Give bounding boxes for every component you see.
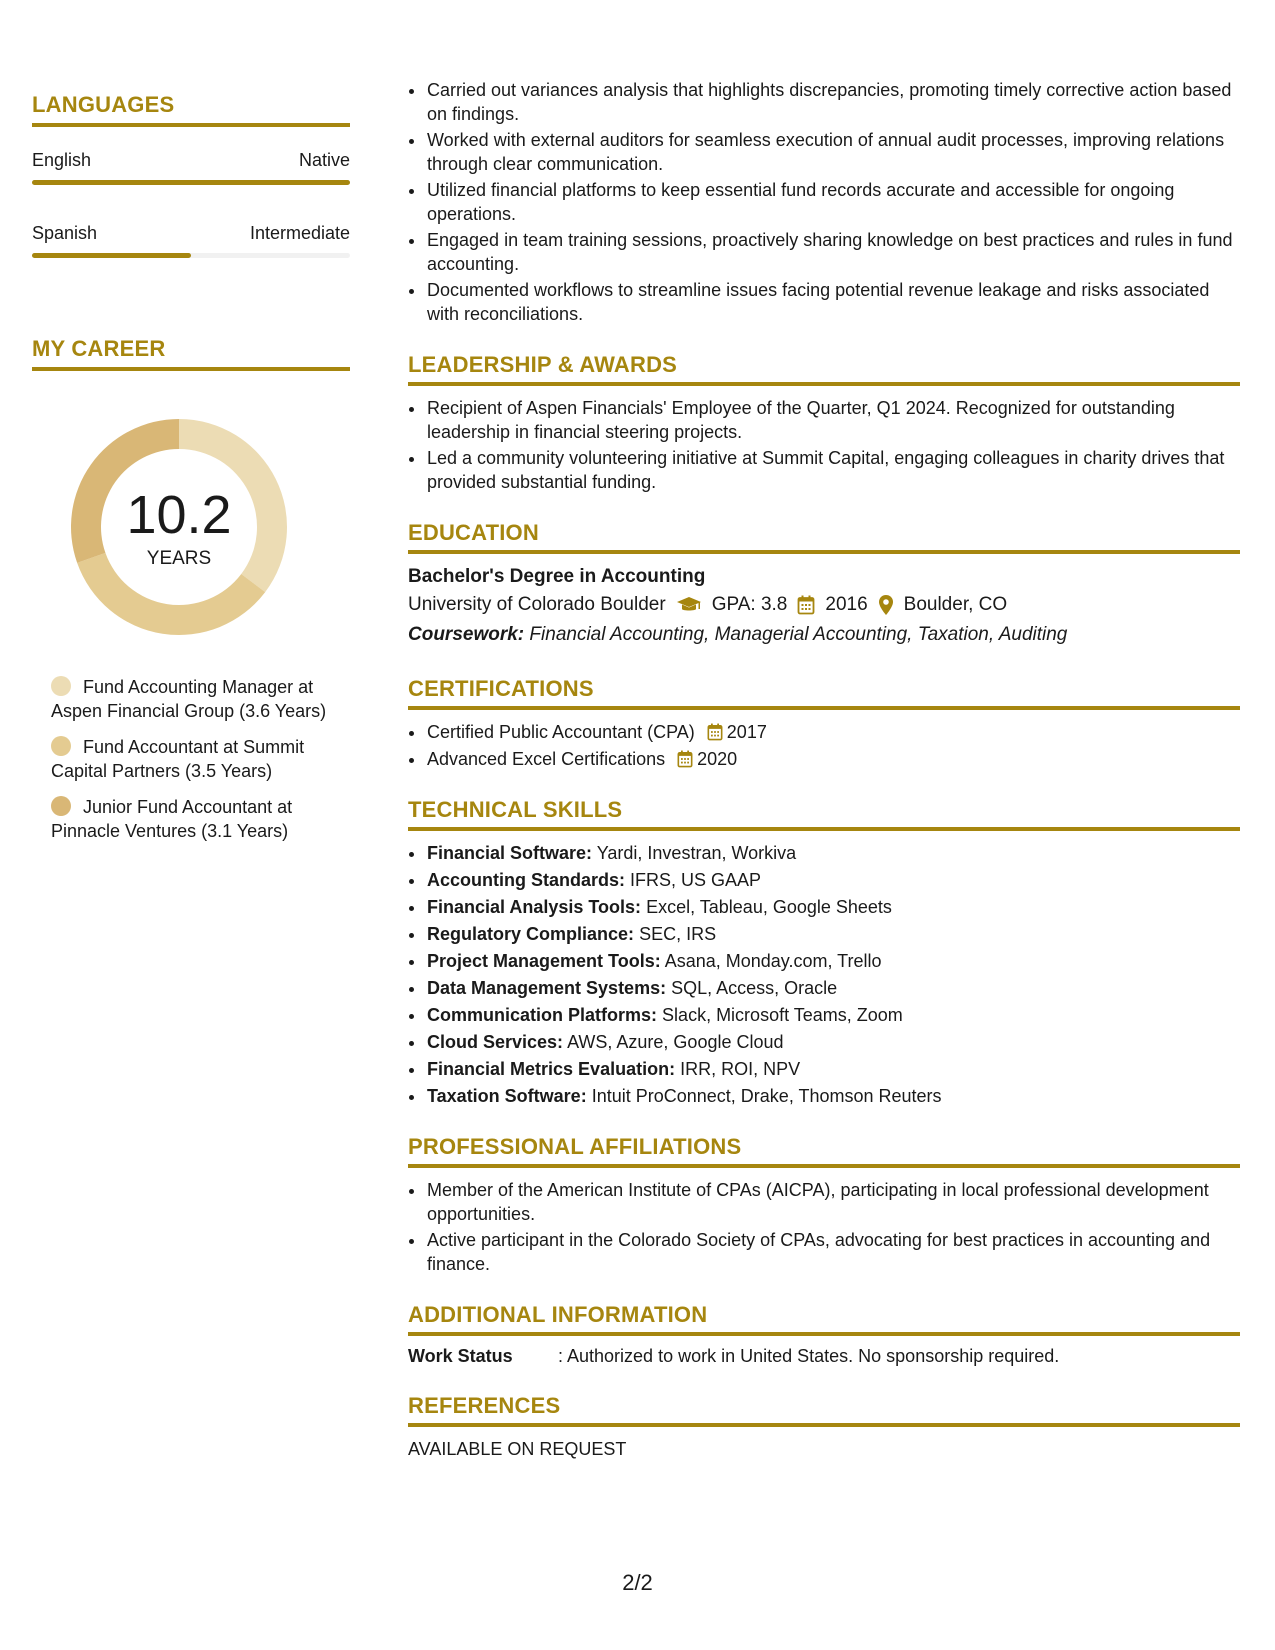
skill-category: Financial Software: [427, 843, 593, 863]
legend-label: Fund Accounting Manager at Aspen Financial Group (3.6 Years) [51, 677, 327, 721]
experience-bullet: • Worked with external auditors for seamless execution of annual audit processes, improving relations through clear communication. [426, 128, 1240, 176]
certification-name: • Advanced Excel Certifications [427, 749, 666, 769]
work-status-value: : Authorized to work in United States. No sponsorship required. [558, 1346, 1060, 1366]
skill-values: SEC, IRS [639, 924, 717, 944]
skill-item [426, 1030, 1240, 1054]
references-text: AVAILABLE ON REQUEST [408, 1439, 627, 1459]
skill-category: Regulatory Compliance: [427, 924, 635, 944]
experience-bullet: • Engaged in team training sessions, proactively sharing knowledge on best practices and rules in fund accounting. [426, 228, 1240, 276]
language-item [32, 222, 350, 258]
skill-category: Data Management Systems: [427, 978, 667, 998]
skill-values: IFRS, US GAAP [630, 870, 762, 890]
career-legend [51, 675, 341, 843]
language-name: Spanish [32, 223, 98, 243]
school-name: University of Colorado Boulder [408, 594, 666, 615]
skill-values: Slack, Microsoft Teams, Zoom [662, 1005, 903, 1025]
skill-values: Intuit ProConnect, Drake, Thomson Reuters [591, 1086, 942, 1106]
skill-values: Asana, Monday.com, Trello [664, 951, 882, 971]
career-title: MY CAREER [32, 336, 350, 371]
experience-bullet: • Carried out variances analysis that highlights discrepancies, promoting timely corrective action based on findings. [426, 78, 1240, 126]
language-proficiency-fill [32, 253, 191, 258]
left-column [32, 92, 350, 855]
certification-item [426, 720, 1240, 744]
coursework-list: Financial Accounting, Managerial Accounting, Taxation, Auditing [529, 624, 1068, 645]
skill-values: Excel, Tableau, Google Sheets [646, 897, 892, 917]
skill-item [426, 976, 1240, 1000]
language-proficiency-bar [32, 253, 350, 258]
skill-category: Financial Analysis Tools: [427, 897, 642, 917]
leadership-list [408, 396, 1240, 494]
graduation-year: 2016 [825, 594, 868, 615]
education-details [408, 590, 1240, 620]
career-legend-item [51, 735, 341, 783]
skill-item [426, 1003, 1240, 1027]
career-legend-item [51, 795, 341, 843]
experience-bullet: • Documented workflows to streamline issues facing potential revenue leakage and risks associated with reconciliations. [426, 278, 1240, 326]
skill-item [426, 922, 1240, 946]
skill-category: Project Management Tools: [427, 951, 661, 971]
certification-name: • Certified Public Accountant (CPA) [427, 722, 695, 742]
work-status-row [408, 1346, 1240, 1367]
affiliations-title: PROFESSIONAL AFFILIATIONS [408, 1134, 1240, 1168]
skill-item [426, 895, 1240, 919]
legend-dot [51, 676, 71, 696]
language-proficiency-bar [32, 180, 350, 185]
skill-item [426, 868, 1240, 892]
school-location: Boulder, CO [903, 594, 1008, 615]
language-proficiency-fill [32, 180, 350, 185]
language-level: Intermediate [249, 223, 350, 243]
certification-year: 2020 [697, 749, 738, 769]
skill-values: AWS, Azure, Google Cloud [567, 1032, 784, 1052]
skill-item [426, 1057, 1240, 1081]
calendar-icon [677, 750, 693, 768]
graduation-cap-icon [676, 596, 702, 614]
career-total-unit: YEARS [146, 548, 212, 569]
career-legend-item [51, 675, 341, 723]
gpa: GPA: 3.8 [711, 594, 788, 615]
calendar-icon [797, 595, 815, 615]
language-name: English [32, 150, 92, 170]
skill-category: Taxation Software: [427, 1086, 587, 1106]
degree-name: Bachelor's Degree in Accounting [408, 566, 706, 587]
skill-item [426, 841, 1240, 865]
certifications-title: CERTIFICATIONS [408, 676, 1240, 710]
leadership-item: • Recipient of Aspen Financials' Employee of the Quarter, Q1 2024. Recognized for outstanding leadership in financial steering projects. [426, 396, 1240, 444]
leadership-title: LEADERSHIP & AWARDS [408, 352, 1240, 386]
skill-values: Yardi, Investran, Workiva [596, 843, 797, 863]
skill-category: Accounting Standards: [427, 870, 626, 890]
education-title: EDUCATION [408, 520, 1240, 554]
page-number: 2/2 [622, 1570, 653, 1595]
skills-list [408, 841, 1240, 1108]
affiliation-item: • Active participant in the Colorado Society of CPAs, advocating for best practices in accounting and finance. [426, 1228, 1240, 1276]
languages-title: LANGUAGES [32, 92, 350, 127]
coursework-label: Coursework: [408, 624, 525, 645]
skill-item [426, 949, 1240, 973]
leadership-item: • Led a community volunteering initiative at Summit Capital, engaging colleagues in charity drives that provided substantial funding. [426, 446, 1240, 494]
skills-title: TECHNICAL SKILLS [408, 797, 1240, 831]
map-pin-icon [878, 594, 894, 616]
career-donut-chart [67, 415, 291, 639]
additional-info-title: ADDITIONAL INFORMATION [408, 1302, 1240, 1336]
legend-dot [51, 796, 71, 816]
experience-bullets [408, 78, 1240, 326]
coursework [408, 620, 1240, 650]
legend-label: Junior Fund Accountant at Pinnacle Ventures (3.1 Years) [51, 797, 293, 841]
references-title: REFERENCES [408, 1393, 1240, 1427]
language-item [32, 149, 350, 185]
skill-category: Communication Platforms: [427, 1005, 658, 1025]
affiliation-item: • Member of the American Institute of CPAs (AICPA), participating in local professional development opportunities. [426, 1178, 1240, 1226]
calendar-icon [707, 723, 723, 741]
affiliations-list [408, 1178, 1240, 1276]
certification-item [426, 747, 1240, 771]
experience-bullet: • Utilized financial platforms to keep essential fund records accurate and accessible for ongoing operations. [426, 178, 1240, 226]
legend-dot [51, 736, 71, 756]
right-column [408, 78, 1240, 1460]
career-total-years: 10.2 [126, 485, 232, 545]
certifications-list [408, 720, 1240, 771]
skill-category: Cloud Services: [427, 1032, 564, 1052]
skill-item [426, 1084, 1240, 1108]
language-level: Native [298, 150, 350, 170]
skill-category: Financial Metrics Evaluation: [427, 1059, 676, 1079]
legend-label: Fund Accountant at Summit Capital Partners (3.5 Years) [51, 737, 305, 781]
skill-values: SQL, Access, Oracle [671, 978, 838, 998]
skill-values: IRR, ROI, NPV [680, 1059, 801, 1079]
work-status-label: Work Status [408, 1346, 513, 1366]
certification-year: 2017 [726, 722, 767, 742]
